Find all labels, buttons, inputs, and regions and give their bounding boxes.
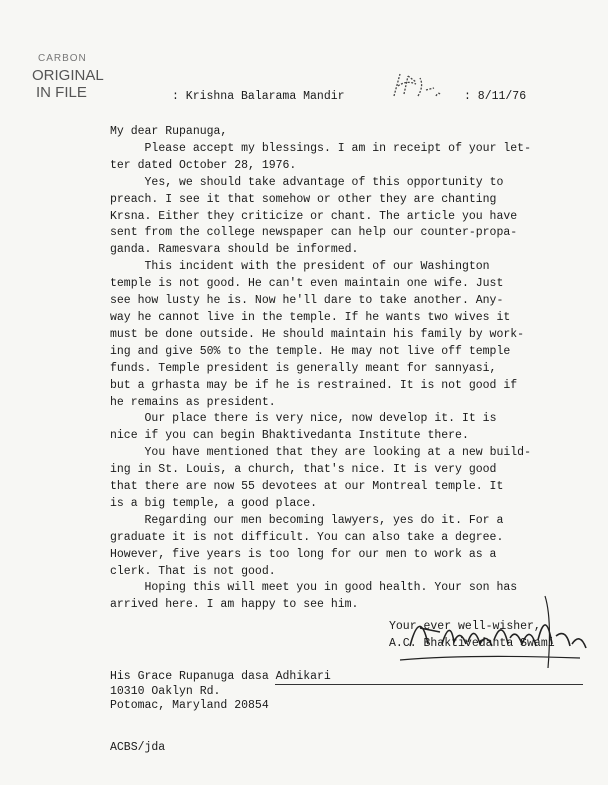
paragraph: You have mentioned that they are looking at a new build- ing in St. Louis, a church, that's nice. It is very good that there are now 55 devotees at our Montreal temple. It is a big temple, a good place. [110, 446, 531, 510]
stamp-line-1: CARBON [38, 53, 87, 64]
signatory-name: A.C. Bhaktivedanta Swami [389, 636, 555, 650]
letter-body [110, 124, 580, 614]
paragraph: Hoping this will meet you in good health. Your son has arrived here. I am happy to see him. [110, 581, 518, 612]
carbon-original-stamp [20, 50, 120, 101]
recipient-city: Potomac, Maryland 20854 [110, 699, 269, 712]
handwritten-scribble [386, 66, 456, 106]
recipient-street: 10310 Oaklyn Rd. [110, 684, 221, 698]
header-place: : Krishna Balarama Mandir [172, 90, 345, 103]
header-date: : 8/11/76 [464, 90, 527, 103]
stamp-line-2: ORIGINAL [32, 67, 104, 84]
salutation: My dear Rupanuga, [110, 125, 228, 138]
paragraph: Yes, we should take advantage of this opportunity to preach. I see it that somehow or other they are chanting Krsna. Either they criticize or chant. The article you have sent from the college newspaper can help our counter-propa- ganda. Ramesvara should be informed. [110, 175, 518, 257]
paragraph: Our place there is very nice, now develop it. It is nice if you can begin Bhaktivedanta Institute there. [110, 412, 497, 443]
stamp-line-3: IN FILE [36, 84, 87, 101]
recipient-address [110, 670, 510, 714]
paragraph: This incident with the president of our Washington temple is not good. He can't even maintain one wife. Just see how lusty he is. Now he'll dare to take another. Any- way he cannot live in the temple. If he wants two wives it must be done outside. He should maintain his family by work- ing and give 50% to the temple. He may not live off temple funds. Temple president is generally meant for sannyasi, but a grhasta may be if he is restrained. It is not good if he remains as president. [110, 260, 525, 409]
closing-block [389, 619, 589, 653]
paragraph: Please accept my blessings. I am in receipt of your let- ter dated October 28, 1976. [110, 141, 531, 172]
paragraph: Regarding our men becoming lawyers, yes do it. For a graduate it is not difficult. You can also take a degree. However, five years is too long for our men to work as a clerk. That is not good. [110, 513, 504, 578]
closing-line: Your ever well-wisher, [389, 620, 541, 633]
recipient-name: His Grace Rupanuga dasa Adhikari [110, 670, 331, 683]
reference-initials: ACBS/jda [110, 741, 166, 754]
